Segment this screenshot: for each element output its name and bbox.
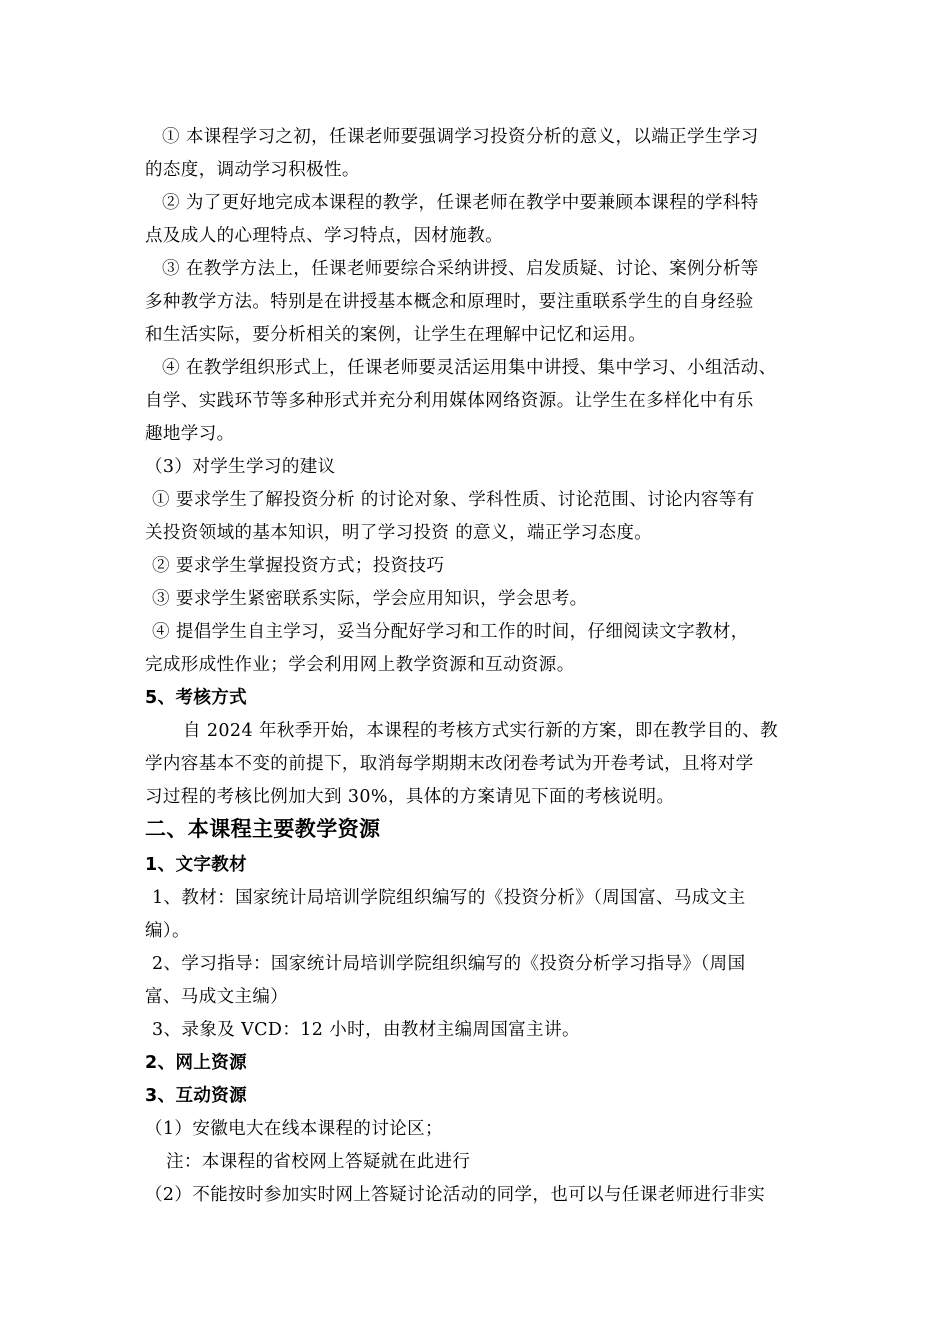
- paragraph-line: ① 要求学生了解投资分析 的讨论对象、学科性质、讨论范围、讨论内容等有: [152, 490, 755, 510]
- paragraph-line: ③ 要求学生紧密联系实际，学会应用知识，学会思考。: [152, 589, 588, 609]
- paragraph-line: 2、学习指导：国家统计局培训学院组织编写的《投资分析学习指导》（周国: [152, 954, 746, 974]
- paragraph-line: 和生活实际，要分析相关的案例，让学生在理解中记忆和运用。: [145, 325, 647, 345]
- paragraph-line: 自 2024 年秋季开始，本课程的考核方式实行新的方案，即在教学目的、教: [183, 721, 779, 741]
- paragraph-line: ② 为了更好地完成本课程的教学，任课老师在教学中要兼顾本课程的学科特: [162, 193, 759, 213]
- paragraph-line: 1、教材：国家统计局培训学院组织编写的《投资分析》（周国富、马成文主: [152, 888, 746, 908]
- paragraph-line: ④ 提倡学生自主学习，妥当分配好学习和工作的时间，仔细阅读文字教材，: [152, 622, 749, 642]
- paragraph-line: ① 本课程学习之初，任课老师要强调学习投资分析的意义，以端正学生学习: [162, 127, 759, 147]
- paragraph-line: ② 要求学生掌握投资方式；投资技巧: [152, 556, 445, 576]
- paragraph-line: 自学、实践环节等多种形式并充分利用媒体网络资源。让学生在多样化中有乐: [145, 391, 754, 411]
- paragraph-line: ③ 在教学方法上，任课老师要综合采纳讲授、启发质疑、讨论、案例分析等: [162, 259, 759, 279]
- subsection-label: （3）对学生学习的建议: [145, 457, 336, 477]
- note-line: 注：本课程的省校网上答疑就在此进行: [166, 1152, 471, 1172]
- paragraph-line: 关投资领域的基本知识，明了学习投资 的意义，端正学习态度。: [145, 523, 653, 543]
- section-heading: 2、网上资源: [145, 1053, 248, 1073]
- paragraph-line: （1）安徽电大在线本课程的讨论区；: [145, 1119, 443, 1139]
- paragraph-line: 趣地学习。: [145, 424, 235, 444]
- paragraph-line: 学内容基本不变的前提下，取消每学期期末改闭卷考试为开卷考试，且将对学: [145, 754, 754, 774]
- section-heading: 1、文字教材: [145, 855, 248, 875]
- paragraph-line: （2）不能按时参加实时网上答疑讨论活动的同学，也可以与任课老师进行非实: [145, 1185, 766, 1205]
- paragraph-line: 富、马成文主编）: [145, 987, 289, 1007]
- paragraph-line: ④ 在教学组织形式上，任课老师要灵活运用集中讲授、集中学习、小组活动、: [162, 358, 777, 378]
- paragraph-line: 多种教学方法。特别是在讲授基本概念和原理时，要注重联系学生的自身经验: [145, 292, 754, 312]
- section-heading: 3、互动资源: [145, 1086, 248, 1106]
- paragraph-line: 3、录象及 VCD：12 小时，由教材主编周国富主讲。: [152, 1020, 580, 1040]
- paragraph-line: 完成形成性作业；学会利用网上教学资源和互动资源。: [145, 655, 575, 675]
- paragraph-line: 的态度，调动学习积极性。: [145, 160, 360, 180]
- chapter-heading: 二、本课程主要教学资源: [145, 817, 381, 841]
- paragraph-line: 习过程的考核比例加大到 30%，具体的方案请见下面的考核说明。: [145, 787, 675, 807]
- paragraph-line: 编）。: [145, 921, 190, 941]
- section-heading: 5、考核方式: [145, 688, 248, 708]
- paragraph-line: 点及成人的心理特点、学习特点，因材施教。: [145, 226, 503, 246]
